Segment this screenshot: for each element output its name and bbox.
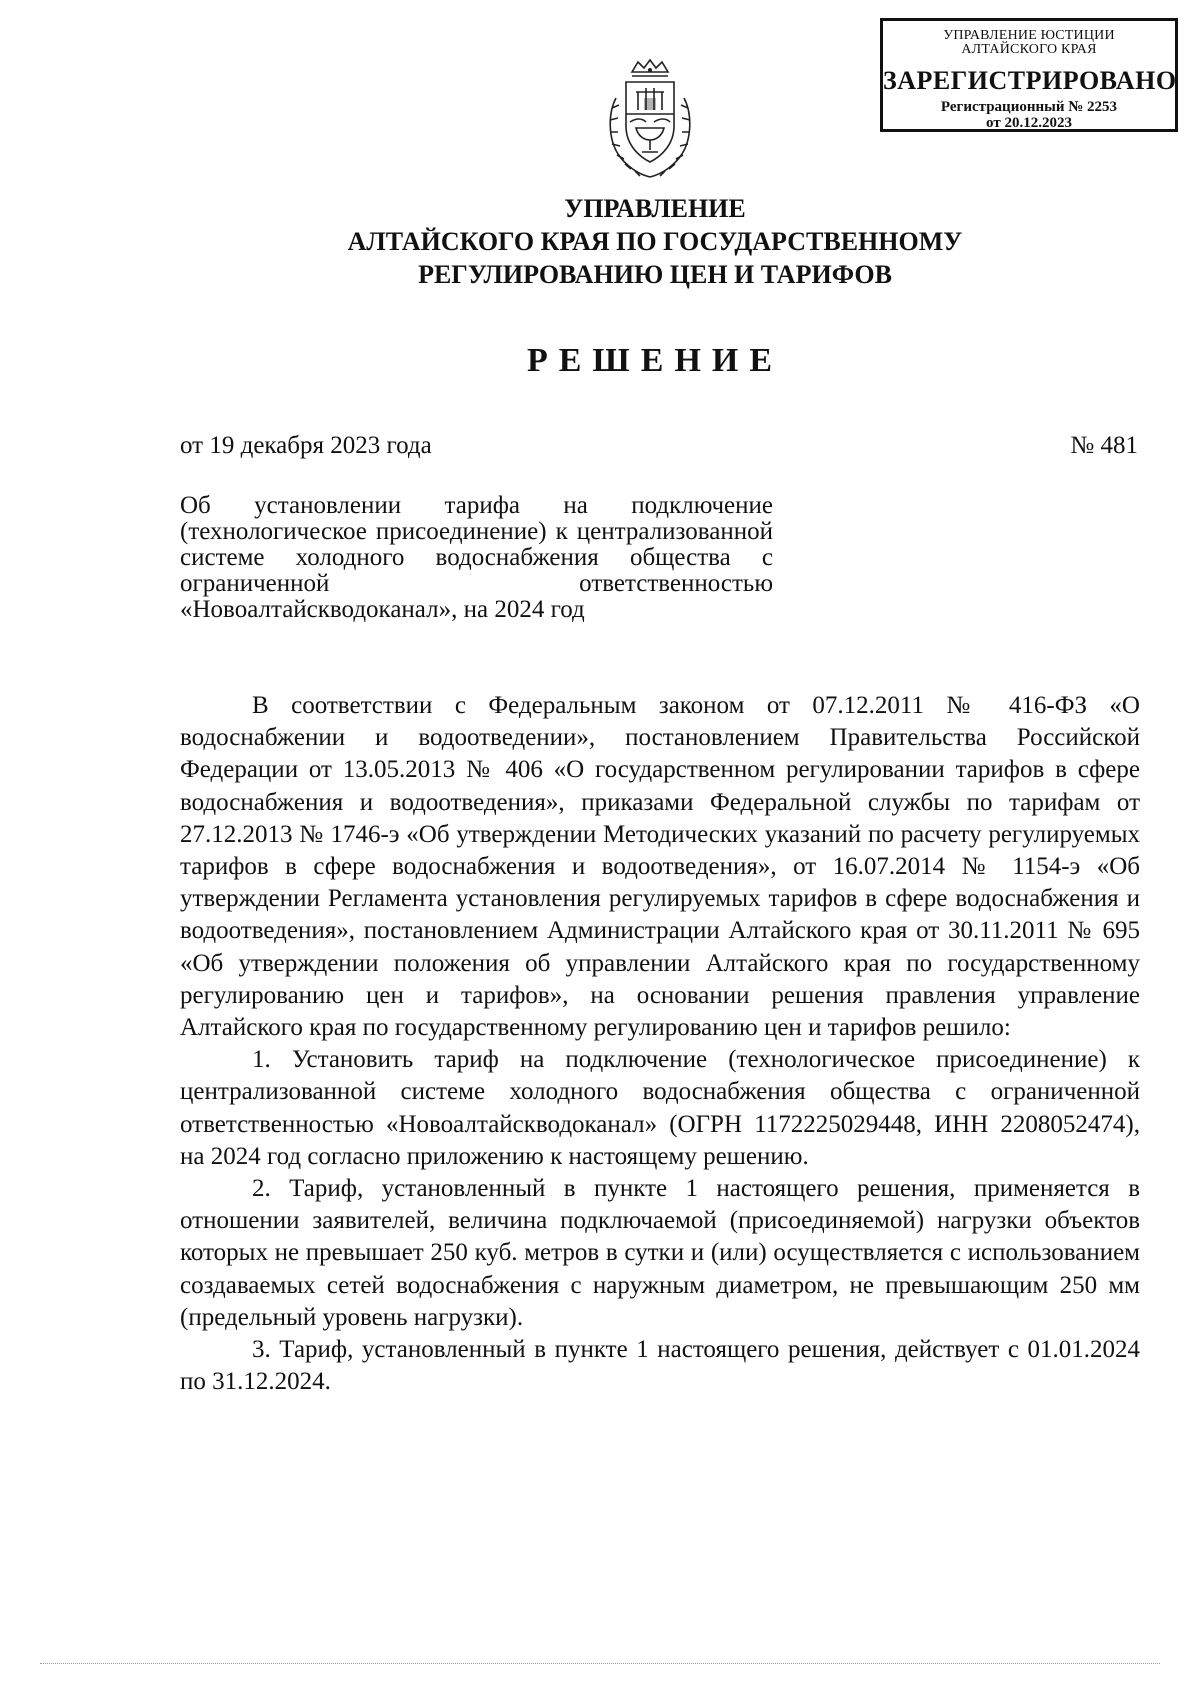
list-item: 2. Тариф, установленный в пункте 1 настоящего решения, применяется в отношении заявителей, величина подключаемой (присоединяемой) нагрузки объектов которых не превышает 250 куб. метров в сутки и (или) осуществляется с использованием создаваемых сетей водоснабжения с наружным диаметром, не превышающим 250 мм (предельный уровень нагрузки). (180, 1175, 1140, 1331)
coat-of-arms-icon (598, 58, 702, 182)
preamble-paragraph: В соответствии с Федеральным законом от 07.12.2011 № 416-ФЗ «О водоснабжении и водоотведении», постановлением Правительства Российской Федерации от 13.05.2013 № 406 «О государственном регулировании тарифов в сфере водоснабжения и водоотведения», приказами Федеральной службы по тарифам от 27.12.2013 № 1746-э «Об утверждении Методических указаний по расчету регулируемых тарифов в сфере водоснабжения и водоотведения», от 16.07.2014 № 1154-э «Об утверждении Регламента установления регулируемых тарифов в сфере водоснабжения и водоотведения», постановлением Администрации Алтайского края от 30.11.2011 № 695 «Об утверждении положения об управлении Алтайского края по государственному регулированию цен и тарифов», на основании решения правления управление Алтайского края по государственному регулированию цен и тарифов решило: (180, 692, 1140, 1042)
stamp-registration-number: Регистрационный № 2253 (940, 99, 1118, 115)
document-body (180, 690, 1140, 1398)
registration-stamp (880, 18, 1178, 132)
stamp-date: от 20.12.2023 (986, 115, 1072, 131)
document-type: РЕШЕНИЕ (526, 342, 784, 379)
list-item: 3. Тариф, установленный в пункте 1 настоящего решения, действует с 01.01.2024 по 31.12.2024. (180, 1336, 1140, 1396)
page-bottom-divider (40, 1663, 1160, 1664)
document-number: № 481 (1070, 432, 1138, 459)
document-date: от 19 декабря 2023 года (180, 432, 432, 459)
stamp-organization: УПРАВЛЕНИЕ ЮСТИЦИИ АЛТАЙСКОГО КРАЯ (943, 28, 1115, 57)
altai-krai-coat-of-arms-icon (598, 58, 702, 182)
document-subject: Об установлении тарифа на подключение (технологическое присоединение) к централизованной системе холодного водоснабжения общества с ограниченной ответственностью «Новоалтайскводоканал», на 2024 год (180, 492, 773, 623)
authority-title: УПРАВЛЕНИЕ АЛТАЙСКОГО КРАЯ ПО ГОСУДАРСТВЕННОМУ РЕГУЛИРОВАНИЮ ЦЕН И ТАРИФОВ (347, 194, 963, 289)
list-item: 1. Установить тариф на подключение (технологическое присоединение) к централизованной системе холодного водоснабжения общества с ограниченной ответственностью «Новоалтайскводоканал» (ОГРН 1172225029448, ИНН 2208052474), на 2024 год согласно приложению к настоящему решению. (180, 1046, 1140, 1170)
stamp-status: ЗАРЕГИСТРИРОВАНО (883, 66, 1177, 95)
